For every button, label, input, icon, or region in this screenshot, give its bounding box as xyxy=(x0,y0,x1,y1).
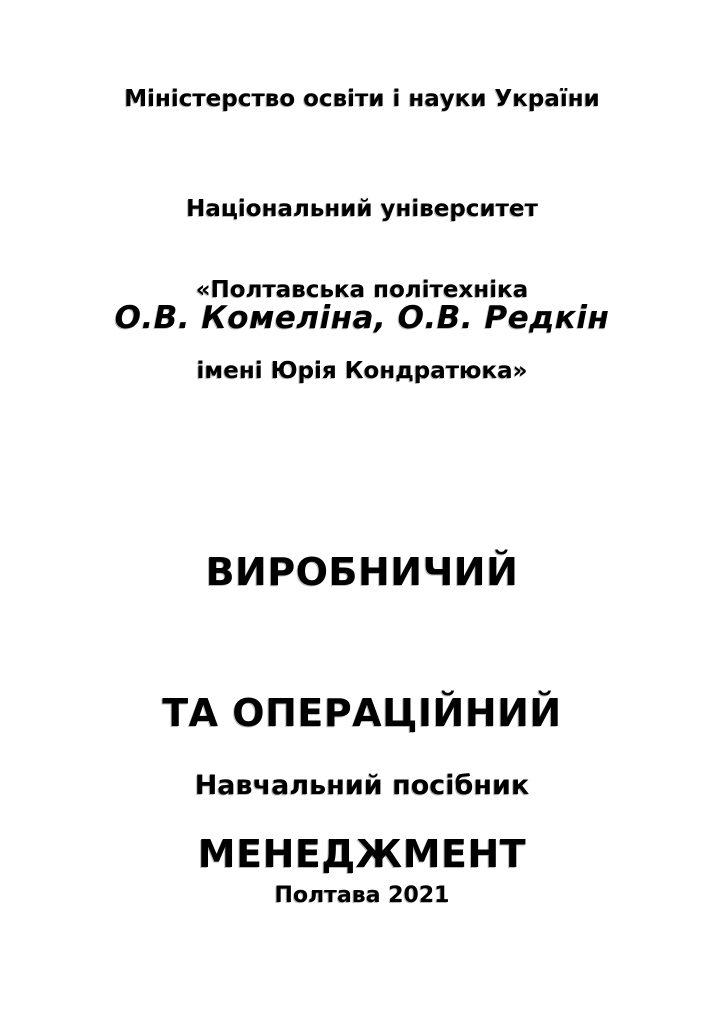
authors-line: О.В. Комеліна, О.В. Редкін xyxy=(114,300,610,336)
book-title-line-3: МЕНЕДЖМЕНТ xyxy=(197,832,527,876)
imprint-city-year: Полтава 2021 xyxy=(274,883,450,908)
university-line-1: Національний університет xyxy=(186,196,538,222)
edition-type-label: Навчальний посібник xyxy=(194,770,530,801)
book-title-line-2: ТА ОПЕРАЦІЙНИЙ xyxy=(162,691,562,735)
ministry-heading: Міністерство освіти і науки України xyxy=(124,86,600,112)
university-heading xyxy=(0,142,724,439)
university-line-3: імені Юрія Кондратюка» xyxy=(196,358,528,384)
book-title-line-1: ВИРОБНИЧИЙ xyxy=(205,550,519,594)
university-line-2: «Полтавська політехніка xyxy=(195,277,529,303)
